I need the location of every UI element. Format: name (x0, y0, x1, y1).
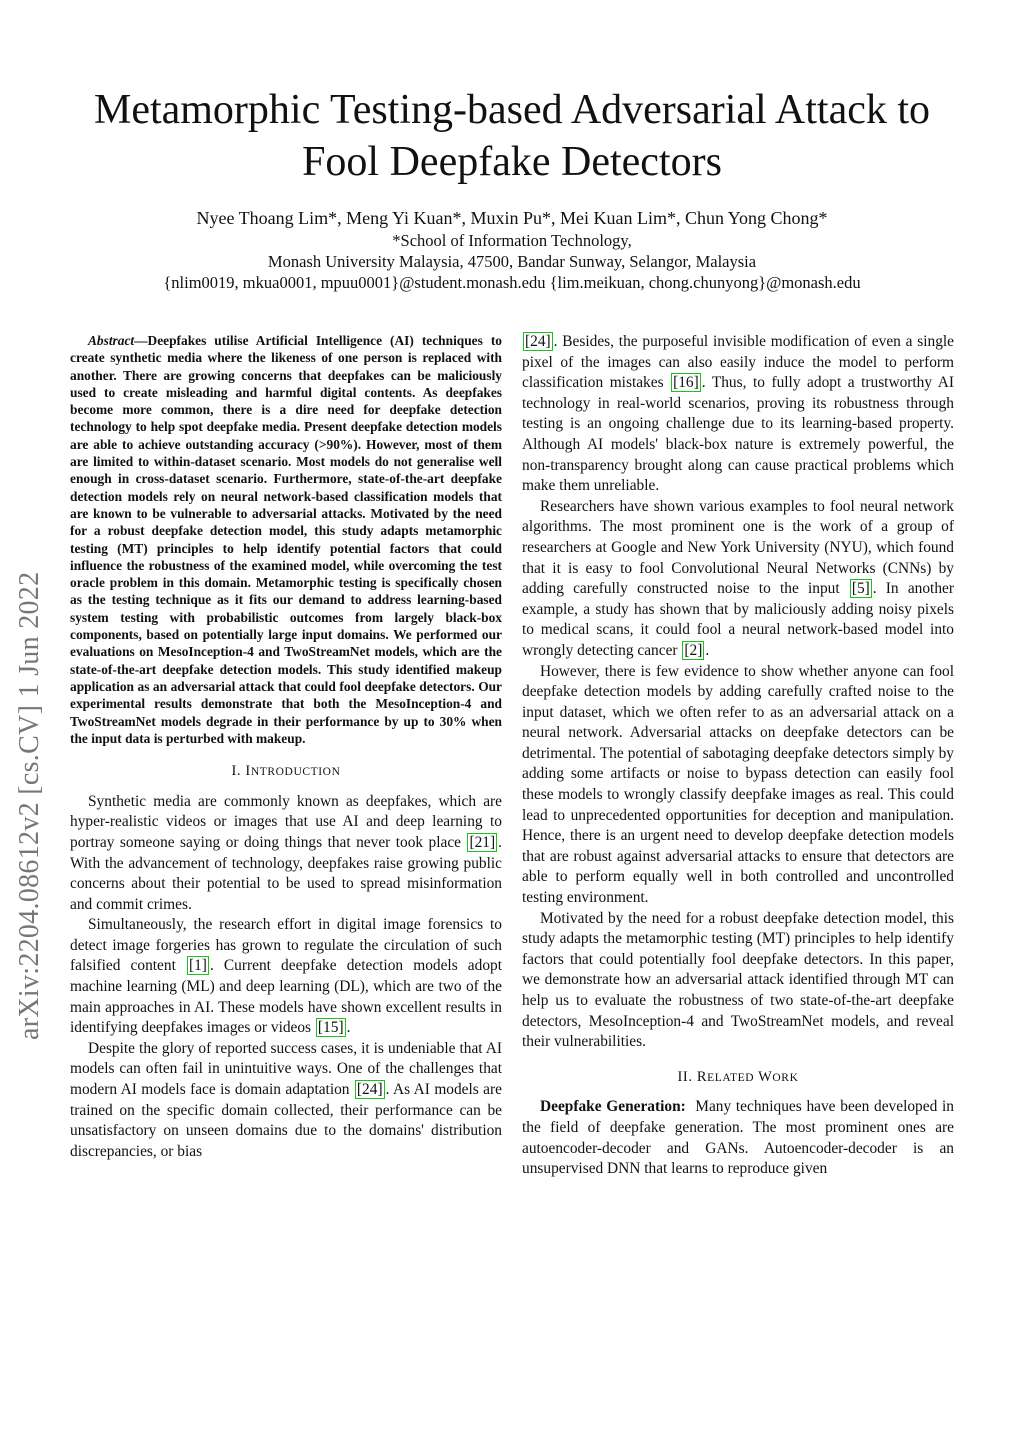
section-number: II. (677, 1068, 693, 1085)
paragraph-text: . Thus, to fully adopt a trustworthy AI technology in real-world scenarios, proving its robustness through testing is an ongoing challenge due to its learning-based property. Although AI models' black-box nature is extremely powerful, the non-transparency brought along can cause practical problems which make them unreliable. (522, 374, 954, 495)
paragraph-text: . Current deepfake detection models adopt machine learning (ML) and deep learning (DL), which are two of the main approaches in AI. These models have shown excellent results in identifying deepfakes images or videos (70, 957, 502, 1037)
paragraph-text: Simultaneously, the research effort in digital image forensics to detect image forgeries has grown to regulate the circulation of such falsified content (70, 916, 502, 975)
intro-paragraph-4 (522, 497, 954, 662)
intro-paragraph-6: Motivated by the need for a robust deepfake detection model, this study adapts the metamorphic testing (MT) principles to help identify factors that could potentially fool deepfake detectors. In this paper, we demonstrate how an adversarial attack identified through MT can help us to evaluate the robustness of two state-of-the-art deepfake detectors, MesoInception-4 and TwoStreamNet models, and reveal their vulnerabilities. (522, 909, 954, 1051)
intro-paragraph-1 (70, 792, 502, 916)
title-line-2: Fool Deepfake Detectors (302, 139, 722, 185)
abstract-dash: — (134, 333, 148, 348)
citation-link[interactable]: [5] (851, 580, 870, 598)
intro-paragraph-3-continued (522, 332, 954, 497)
citation-link[interactable]: [16] (673, 374, 699, 392)
paragraph-heading: Deepfake Generation: (540, 1098, 686, 1116)
citation-link[interactable]: [1] (188, 957, 207, 975)
paragraph-text: Synthetic media are commonly known as deepfakes, which are hyper-realistic videos or images that use AI and deep learning to portray someone saying or doing things that never took place (70, 792, 502, 851)
affiliation-university: Monash University Malaysia, 47500, Bandar Sunway, Selangor, Malaysia (267, 252, 757, 271)
arxiv-stamp: arXiv:2204.08612v2 [cs.CV] 1 Jun 2022 (14, 571, 45, 1040)
left-column (70, 332, 502, 1162)
paragraph-text: Many techniques have been developed in the field of deepfake generation. The most prominent ones are autoencoder-decoder and GANs. Autoencoder-decoder is an unsupervised DNN that learns to reproduce given (522, 1098, 954, 1178)
paragraph-text: Despite the glory of reported success cases, it is undeniable that AI models can often fail in unintuitive ways. One of the challenges that modern AI models face is domain adaptation (70, 1039, 502, 1099)
paragraph-text: . (705, 641, 710, 659)
section-title-initial: R (696, 1068, 708, 1085)
paper-title (60, 84, 964, 188)
right-column (522, 332, 954, 1180)
intro-paragraph-3 (70, 1039, 502, 1163)
abstract (70, 332, 502, 747)
citation-link[interactable]: [15] (317, 1019, 344, 1037)
intro-paragraph-2 (70, 915, 502, 1039)
citation-link[interactable]: [21] (469, 833, 496, 851)
paragraph-text: Researchers have shown various examples to fool neural network algorithms. The most prominent one is the work of a group of researchers at Google and New York University (NYU), which found that it is easy to fool Convolutional Neural Networks (CNNs) by adding carefully constructed noise to the input (522, 497, 954, 598)
paragraph-text: . As AI models are trained on the specific domain collected, their performance can be unsatisfactory on unseen domains due to the domains' distribution discrepancies, or bias (70, 1081, 502, 1160)
section-title-initial: W (758, 1068, 773, 1085)
intro-paragraph-5: However, there is few evidence to show whether anyone can fool deepfake detection models by adding carefully crafted noise to the input dataset, which we often refer to as an adversarial attack on a neural network. Adversarial attacks on deepfake detectors can be detrimental. The potential of sabotaging deepfake detectors simply by adding some artifacts or noise to bypass detection can easily fool these models to wrongly classify deepfake images as real. This could lead to unprecedented opportunities for deception and manipulation. Hence, there is an urgent need to develop deepfake detection models that are robust against adversarial attacks to ensure that detectors are able to perform equally well in both controlled and uncontrolled testing environment. (522, 662, 954, 907)
related-work-paragraph (522, 1097, 954, 1179)
paragraph-text: . (346, 1019, 351, 1037)
section-title-initial: I (245, 763, 251, 780)
section-heading-introduction (70, 761, 502, 783)
title-line-1: Metamorphic Testing-based Adversarial Attack to (93, 87, 931, 133)
abstract-text: Deepfakes utilise Artificial Intelligence (AI) techniques to create synthetic media where the likeness of one person is replaced with another. There are growing concerns that deepfakes can be maliciously used to create misleading and harmful digital contents. As deepfakes become more common, there is a dire need for deepfake detection technology to help spot deepfake media. Present deepfake detection models are able to achieve outstanding accuracy (>90%). However, most of them are limited to within-dataset scenario. Most models do not generalise well enough in cross-dataset scenario. Furthermore, state-of-the-art deepfake detection models rely on neural network-based classification models that are known to be vulnerable to adversarial attacks. Motivated by the need for a robust deepfake detection model, this study adapts metamorphic testing (MT) principles to help identify potential factors that could influence the robustness of the examined model, while overcoming the test oracle problem in this domain. Metamorphic testing is specifically chosen as the testing technique as it fits our demand to address learning-based system testing with probabilistic outcomes from largely black-box components, based on potentially large input domains. We performed our evaluations on MesoInception-4 and TwoStreamNet models, which are the state-of-the-art deepfake detection models. This study identified makeup application as an adversarial attack that could fool deepfake detectors. Our experimental results demonstrate that both the MesoInception-4 and TwoStreamNet models degrade in their performance by up to 30% when the input data is perturbed with makeup. (70, 333, 502, 746)
section-title-rest: ELATED (707, 1071, 755, 1084)
affiliation-school: *School of Information Technology, (392, 231, 632, 250)
author-emails: {nlim0019, mkua0001, mpuu0001}@student.monash.edu {lim.meikuan, chong.chunyong}@monash.edu (163, 273, 861, 292)
citation-link[interactable]: [24] (356, 1081, 383, 1099)
author-block (60, 206, 964, 293)
citation-link[interactable]: [2] (684, 641, 703, 659)
citation-link[interactable]: [24] (525, 333, 551, 350)
author-names: Nyee Thoang Lim*, Meng Yi Kuan*, Muxin Pu*, Mei Kuan Lim*, Chun Yong Chong* (196, 208, 828, 228)
section-heading-related-work (522, 1067, 954, 1089)
paragraph-text: . Besides, the purposeful invisible modification of even a single pixel of the images can also easily induce the model to perform classification mistakes (522, 333, 954, 392)
section-number: I. (231, 763, 242, 780)
section-title-rest: NTRODUCTION (250, 766, 341, 779)
abstract-label: Abstract (88, 333, 135, 348)
paragraph-text: . With the advancement of technology, deepfakes raise growing public concerns about their potential to be used to spread misinformation and commit crimes. (70, 833, 502, 913)
section-title-rest: ORK (772, 1071, 799, 1084)
paragraph-text: . In another example, a study has shown that by maliciously adding noisy pixels to medical scans, it could fool a neural network-based model into wrongly detecting cancer (522, 580, 954, 659)
